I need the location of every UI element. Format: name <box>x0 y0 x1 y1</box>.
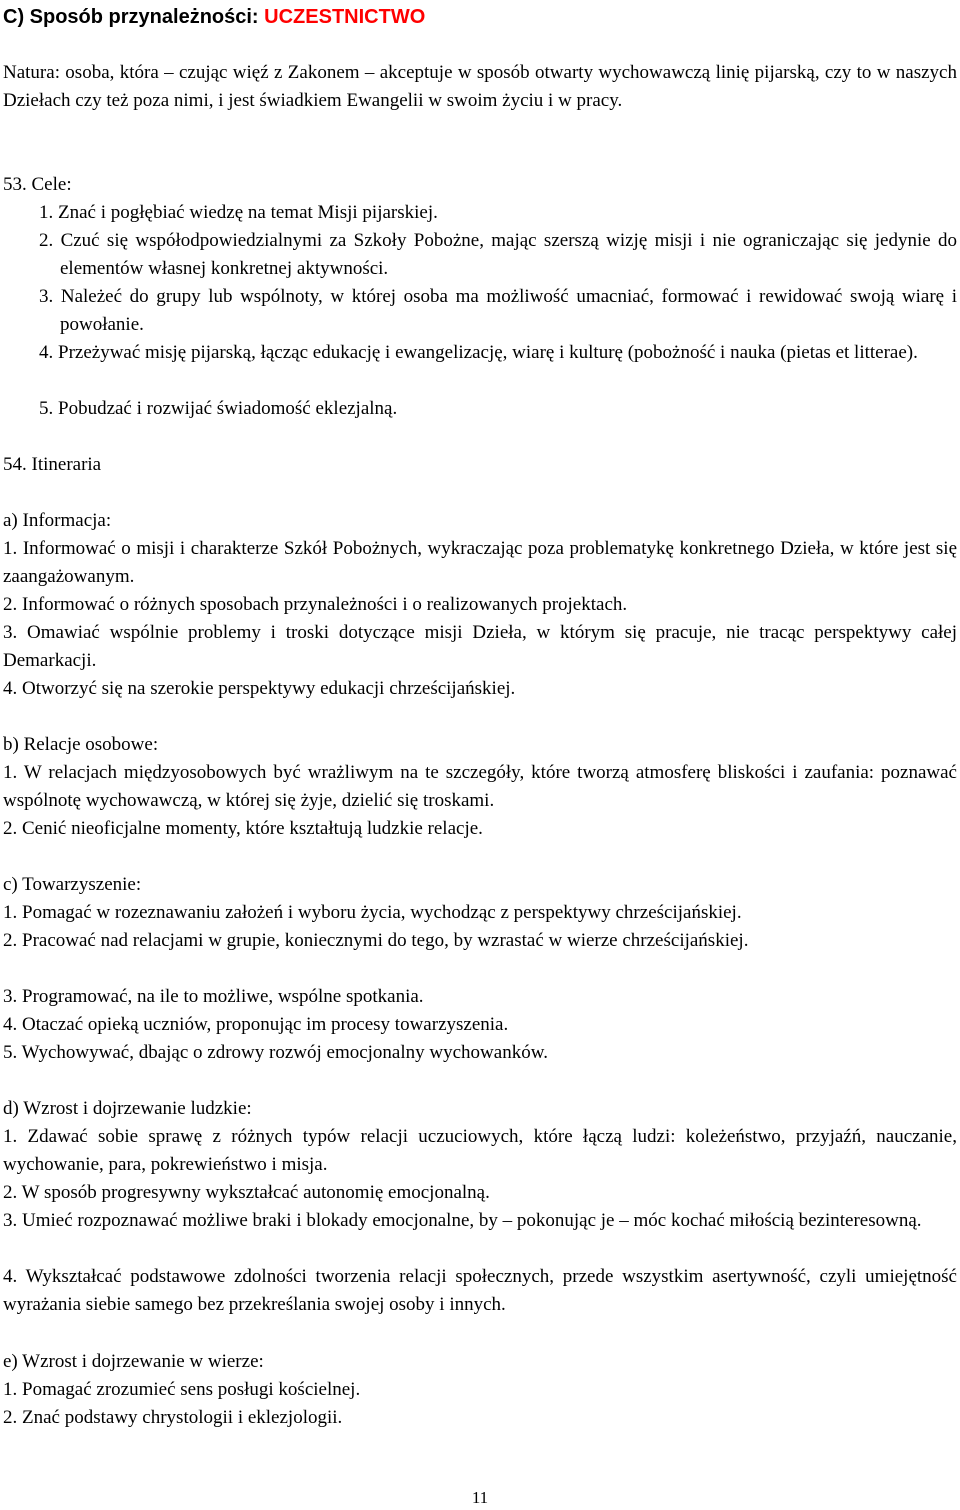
s54a-item-4: 4. Otworzyć się na szerokie perspektywy edukacji chrześcijańskiej. <box>3 678 516 699</box>
s54a-item-1: 1. Informować o misji i charakterze Szkół Pobożnych, wykraczając poza problematykę konkretnego Dzieła, w które jest się zaangażowanym. <box>3 538 957 587</box>
s54-title: 54. Itineraria <box>3 454 102 475</box>
s54a-item-2: 2. Informować o różnych sposobach przynależności i o realizowanych projektach. <box>3 594 628 615</box>
s54b-title: b) Relacje osobowe: <box>3 734 159 755</box>
s54e-item-1: 1. Pomagać zrozumieć sens posługi kościelnej. <box>3 1379 361 1400</box>
s54d-title: d) Wzrost i dojrzewanie ludzkie: <box>3 1098 252 1119</box>
s54c-item-4: 4. Otaczać opieką uczniów, proponując im procesy towarzyszenia. <box>3 1014 509 1035</box>
nature-paragraph: Natura: osoba, która – czując więź z Zakonem – akceptuje w sposób otwarty wychowawczą linię pijarską, czy to w naszych Dziełach czy też poza nimi, i jest świadkiem Ewangelii w swoim życiu i w pracy. <box>3 62 957 111</box>
page-number: 11 <box>471 1488 489 1507</box>
s53-item-3: 3. Należeć do grupy lub wspólnoty, w której osoba ma możliwość umacniać, formować i rewidować swoją wiarę i powołanie. <box>39 286 957 335</box>
s53-item-4: 4. Przeżywać misję pijarską, łącząc edukację i ewangelizację, wiarę i kulturę (pobożność i nauka (pietas et litterae). <box>39 342 918 363</box>
section-heading <box>3 4 425 30</box>
s54d-item-1: 1. Zdawać sobie sprawę z różnych typów relacji uczuciowych, które łączą ludzi: koleżeństwo, przyjaźń, nauczanie, wychowanie, para, pokrewieństwo i misja. <box>3 1126 957 1175</box>
s54d-item-4: 4. Wykształcać podstawowe zdolności tworzenia relacji społecznych, przede wszystkim asertywność, czyli umiejętność wyrażania siebie samego bez przekreślania swojej osoby i innych. <box>3 1266 957 1315</box>
s53-item-1: 1. Znać i pogłębiać wiedzę na temat Misji pijarskiej. <box>39 202 438 223</box>
heading-accent: UCZESTNICTWO <box>264 6 426 28</box>
s54a-title: a) Informacja: <box>3 510 112 531</box>
s54d-item-2: 2. W sposób progresywny wykształcać autonomię emocjonalną. <box>3 1182 490 1203</box>
s54c-title: c) Towarzyszenie: <box>3 874 142 895</box>
s53-title: 53. Cele: <box>3 174 72 195</box>
s54c-item-2: 2. Pracować nad relacjami w grupie, koniecznymi do tego, by wzrastać w wierze chrześcijańskiej. <box>3 930 749 951</box>
s53-item-2: 2. Czuć się współodpowiedzialnymi za Szkoły Pobożne, mając szerszą wizję misji i nie ograniczając się jedynie do elementów własnej konkretnej aktywności. <box>39 230 957 279</box>
s54e-item-2: 2. Znać podstawy chrystologii i eklezjologii. <box>3 1407 343 1428</box>
s54a-item-3: 3. Omawiać wspólnie problemy i troski dotyczące misji Dzieła, w którym się pracuje, nie tracąc perspektywy całej Demarkacji. <box>3 622 957 671</box>
s54c-item-3: 3. Programować, na ile to możliwe, wspólne spotkania. <box>3 986 424 1007</box>
s54b-item-1: 1. W relacjach międzyosobowych być wrażliwym na te szczegóły, które tworzą atmosferę bliskości i zaufania: poznawać wspólnotę wychowawczą, w której się żyje, dzielić się troskami. <box>3 762 957 811</box>
s54c-item-5: 5. Wychowywać, dbając o zdrowy rozwój emocjonalny wychowanków. <box>3 1042 548 1063</box>
s54c-item-1: 1. Pomagać w rozeznawaniu założeń i wyboru życia, wychodząc z perspektywy chrześcijańskiej. <box>3 902 742 923</box>
s54d-item-3: 3. Umieć rozpoznawać możliwe braki i blokady emocjonalne, by – pokonując je – móc kochać miłością bezinteresowną. <box>3 1210 922 1231</box>
s54e-title: e) Wzrost i dojrzewanie w wierze: <box>3 1351 264 1372</box>
s53-item-5: 5. Pobudzać i rozwijać świadomość eklezjalną. <box>39 398 398 419</box>
heading-prefix: C) Sposób przynależności: <box>3 6 265 28</box>
s54b-item-2: 2. Cenić nieoficjalne momenty, które kształtują ludzkie relacje. <box>3 818 483 839</box>
